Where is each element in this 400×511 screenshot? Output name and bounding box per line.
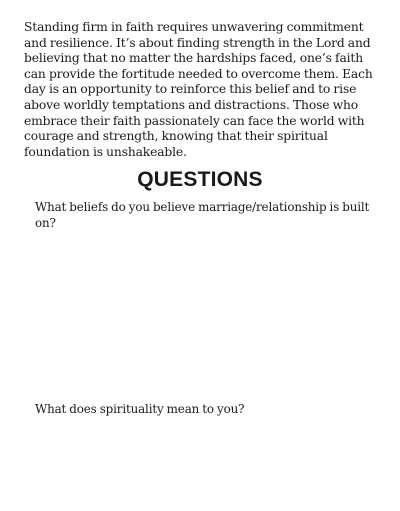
questions-heading: QUESTIONS [137, 168, 263, 191]
question-1: What beliefs do you believe marriage/relationship is built on? [35, 200, 370, 230]
intro-paragraph: Standing firm in faith requires unwavering commitment and resilience. It’s about finding strength in the Lord and believing that no matter the hardships faced, one’s faith can provide the fortitude needed to overcome them. Each day is an opportunity to reinforce this belief and to rise above worldly temptations and distractions. Those who embrace their faith passionately can face the world with courage and strength, knowing that their spiritual foundation is unshakeable. [24, 20, 373, 159]
answer-space-1 [35, 236, 375, 386]
answer-space-2 [35, 422, 375, 502]
question-2: What does spirituality mean to you? [35, 402, 245, 416]
